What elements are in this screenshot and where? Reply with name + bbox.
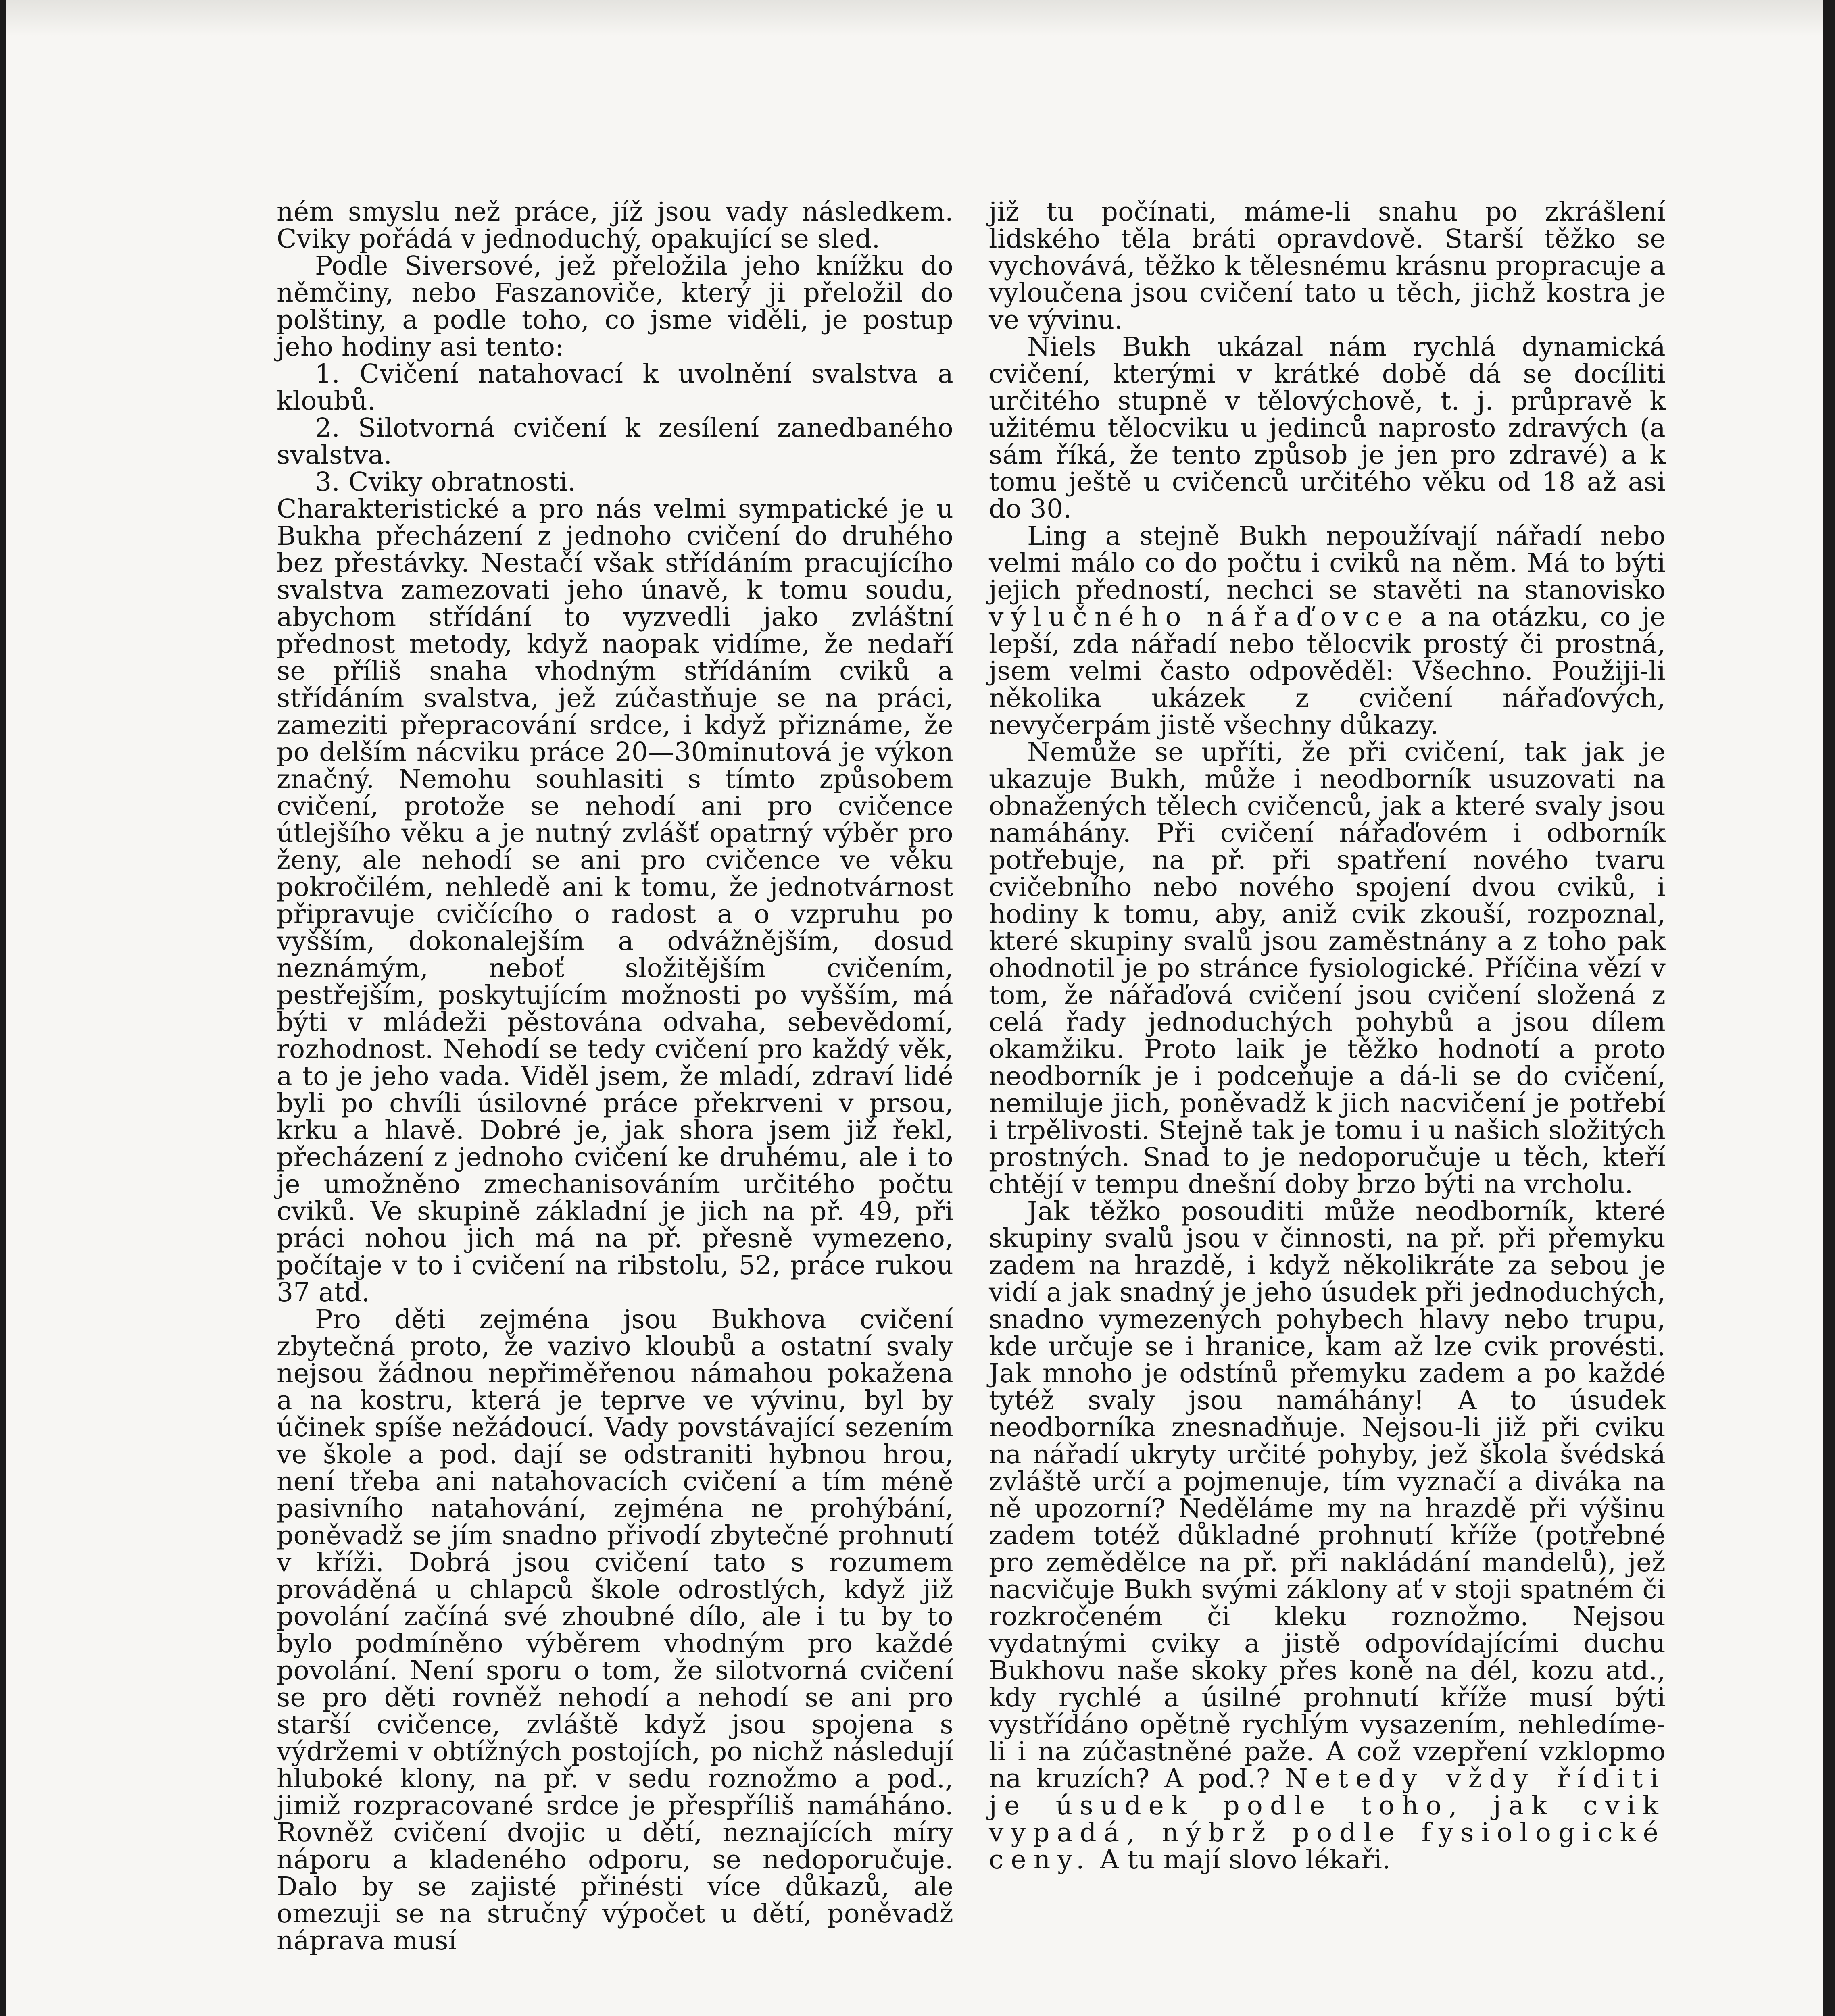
text-segment: A tu mají slovo lékaři. [1091, 1845, 1391, 1875]
list-item-strength: 2. Silotvorná cvičení k zesílení zanedbaného svalstva. [277, 413, 953, 470]
right-text-column [989, 198, 1666, 1873]
paragraph-apparatus: Nemůže se upříti, že při cvičení, tak jak je ukazuje Bukh, může i neodborník usuzovati na obnažených tělech cvičenců, jak a které svaly jsou namáhány. Při cvičení nářaďovém i odborník potřebuje, na př. při spatření nového tvaru cvičebního nebo nového spojení dvou cviků, i hodiny k tomu, aby, aniž cvik zkouší, rozpoznal, které skupiny svalů jsou zaměstnány a z toho pak ohodnotil je po stránce fysiologické. Příčina vězí v tom, že nářaďová cvičení jsou cvičení složená z celá řady jednoduchých pohybů a jsou dílem okamžiku. Proto laik je těžko hodnotí a proto neodborník je i podceňuje a dá-li se do cvičení, nemiluje jich, poněvadž k jich nacvičení je potřebí i trpělivosti. Stejně tak je tomu i u našich složitých prostných. Snad to je nedoporučuje u těch, kteří chtějí v tempu dnešní doby brzo býti na vrcholu. [989, 737, 1666, 1200]
text-segment: Ling a stejně Bukh nepoužívají nářadí nebo velmi málo co do počtu i cviků na něm. Má to býti jejich předností, nechci se stavěti na stanovisko [989, 521, 1666, 605]
paragraph-niels-bukh: Niels Bukh ukázal nám rychlá dynamická cvičení, kterými v krátké době dá se docíliti určitého stupně v tělovýchově, t. j. průpravě k užitému tělocviku u jedinců naprosto zdravých (a sám říká, že tento způsob je jen pro zdravé) a k tomu ještě u cvičenců určitého věku od 18 až asi do 30. [989, 332, 1666, 524]
left-text-column [277, 198, 953, 1954]
paragraph-continuation-right: již tu počínati, máme-li snahu po zkrášlení lidského těla bráti opravdově. Starší těžko se vychovává, těžko k tělesnému krásnu propracuje a vyloučena jsou cvičení tato u těch, jichž kostra je ve vývinu. [989, 197, 1666, 335]
text-segment: a na otázku, co je lepší, zda nářadí nebo tělocvik prostý či prostná, jsem velmi často odpověděl: Všechno. Použiji-li několika ukázek z cvičení nářaďových, nevyčerpám jistě všechny důkazy. [989, 602, 1666, 740]
emphasized-text: Netedy vždy říditi je úsudek podle toho, jak cvik vypadá, nýbrž podle fysiologické ceny. [989, 1764, 1666, 1875]
paragraph-ling-bukh [989, 523, 1666, 739]
paragraph-children: Pro děti zejména jsou Bukhova cvičení zbytečná proto, že vazivo kloubů a ostatní svaly nejsou žádnou nepřiměřenou námahou pokažena a na kostru, která je teprve ve vývinu, byl by účinek spíše nežádoucí. Vady povstávající sezením ve škole a pod. dají se odstraniti hybnou hrou, není třeba ani natahovacích cvičení a tím méně pasivního natahování, zejména ne prohýbání, poněvadž se jím snadno přivodí zbytečné prohnutí v kříži. Dobrá jsou cvičení tato s rozumem prováděná u chlapců škole odrostlých, když již povolání začíná své zhoubné dílo, ale i tu by to bylo podmíněno výběrem vhodným pro každé povolání. Není sporu o tom, že silotvorná cvičení se pro děti rovněž nehodí a nehodí se ani pro starší cvičence, zvláště když jsou spojena s výdržemi v obtížných postojích, po nichž následují hluboké klony, na př. v sedu roznožmo a pod., jimiž rozpracované srdce je přespříliš namáháno. Rovněž cvičení dvojic u dětí, neznajících míry náporu a kladeného odporu, se nedoporučuje. Dalo by se zajisté přinésti více důkazů, ale omezuji se na stručný výpočet u dětí, poněvadž náprava musí [277, 1304, 953, 1956]
scan-top-shadow [0, 0, 1835, 36]
paragraph-translations: Podle Siversové, jež přeložila jeho knížku do němčiny, nebo Faszanoviče, který ji přeložil do polštiny, a podle toho, co jsme viděli, je postup jeho hodiny asi tento: [277, 251, 953, 362]
emphasized-text: výlučného nářaďovce [989, 602, 1410, 632]
list-item-stretching: 1. Cvičení natahovací k uvolnění svalstva a kloubů. [277, 359, 953, 416]
list-item-agility: 3. Cviky obratnosti. [315, 467, 576, 497]
paragraph-continuation: ném smyslu než práce, jíž jsou vady následkem. Cviky pořádá v jednoduchý, opakující se sled. [277, 197, 953, 254]
paragraph-characteristics: Charakteristické a pro nás velmi sympatické je u Bukha přecházení z jednoho cvičení do druhého bez přestávky. Nestačí však střídáním pracujícího svalstva zamezovati jeho únavě, k tomu soudu, abychom střídání to vyzvedli jako zvláštní přednost metody, když naopak vidíme, že nedaří se příliš snaha vhodným střídáním cviků a střídáním svalstva, jež zúčastňuje se na práci, zameziti přepracování srdce, i když přiznáme, že po delším nácviku práce 20—30minutová je výkon značný. Nemohu souhlasiti s tímto způsobem cvičení, protože se nehodí ani pro cvičence útlejšího věku a je nutný zvlášť opatrný výběr pro ženy, ale nehodí se ani pro cvičence ve věku pokročilém, nehledě ani k tomu, že jednotvárnost připravuje cvičícího o radost a o vzpruhu po vyšším, dokonalejším a odvážnějším, dosud neznámým, neboť složitějším cvičením, pestřejším, poskytujícím možnosti po vyšším, má býti v mládeži pěstována odvaha, sebevědomí, rozhodnost. Nehodí se tedy cvičení pro každý věk, a to je jeho vada. Viděl jsem, že mladí, zdraví lidé byli po chvíli úsilovné práce překrveni v prsou, krku a hlavě. Dobré je, jak shora jsem již řekl, přecházení z jednoho cvičení ke druhému, ale i to je umožněno zmechanisováním určitého počtu cviků. Ve skupině základní je jich na př. 49, při práci nohou jich má na př. přesně vymezeno, počítaje v to i cvičení na ribstolu, 52, práce rukou 37 atd. [277, 494, 953, 1308]
paragraph-judgement [989, 1198, 1666, 1873]
text-segment: Jak těžko posouditi může neodborník, které skupiny svalů jsou v činnosti, na př. při přemyku zadem na hrazdě, i když několikráte za sebou je vidí a jak snadný je jeho úsudek při jednoduchých, snadno vymezených pohybech hlavy nebo trupu, kde určuje se i hranice, kam až lze cvik provésti. Jak mnoho je odstínů přemyku zadem a po každé tytéž svaly jsou namáhány! A to úsudek neodborníka znesnadňuje. Nejsou-li již při cviku na nářadí ukryty určité pohyby, jež škola švédská zvláště určí a pojmenuje, tím vyznačí a diváka na ně upozorní? Neděláme my na hrazdě při výšinu zadem totéž důkladné prohnutí kříže (potřebné pro zemědělce na př. při nakládání mandelů), jež nacvičuje Bukh svými záklony ať v stoji spatném či rozkročeném či kleku roznožmo. Nejsou vydatnými cviky a jistě odpovídajícími duchu Bukhovu naše skoky přes koně na dél, kozu atd., kdy rychlé a úsilné prohnutí kříže musí býti vystřídáno opětně rychlým vysazením, nehledíme-li i na zúčastněné paže. A což vzepření vzklopmo na kruzích? A pod.? [989, 1196, 1666, 1794]
